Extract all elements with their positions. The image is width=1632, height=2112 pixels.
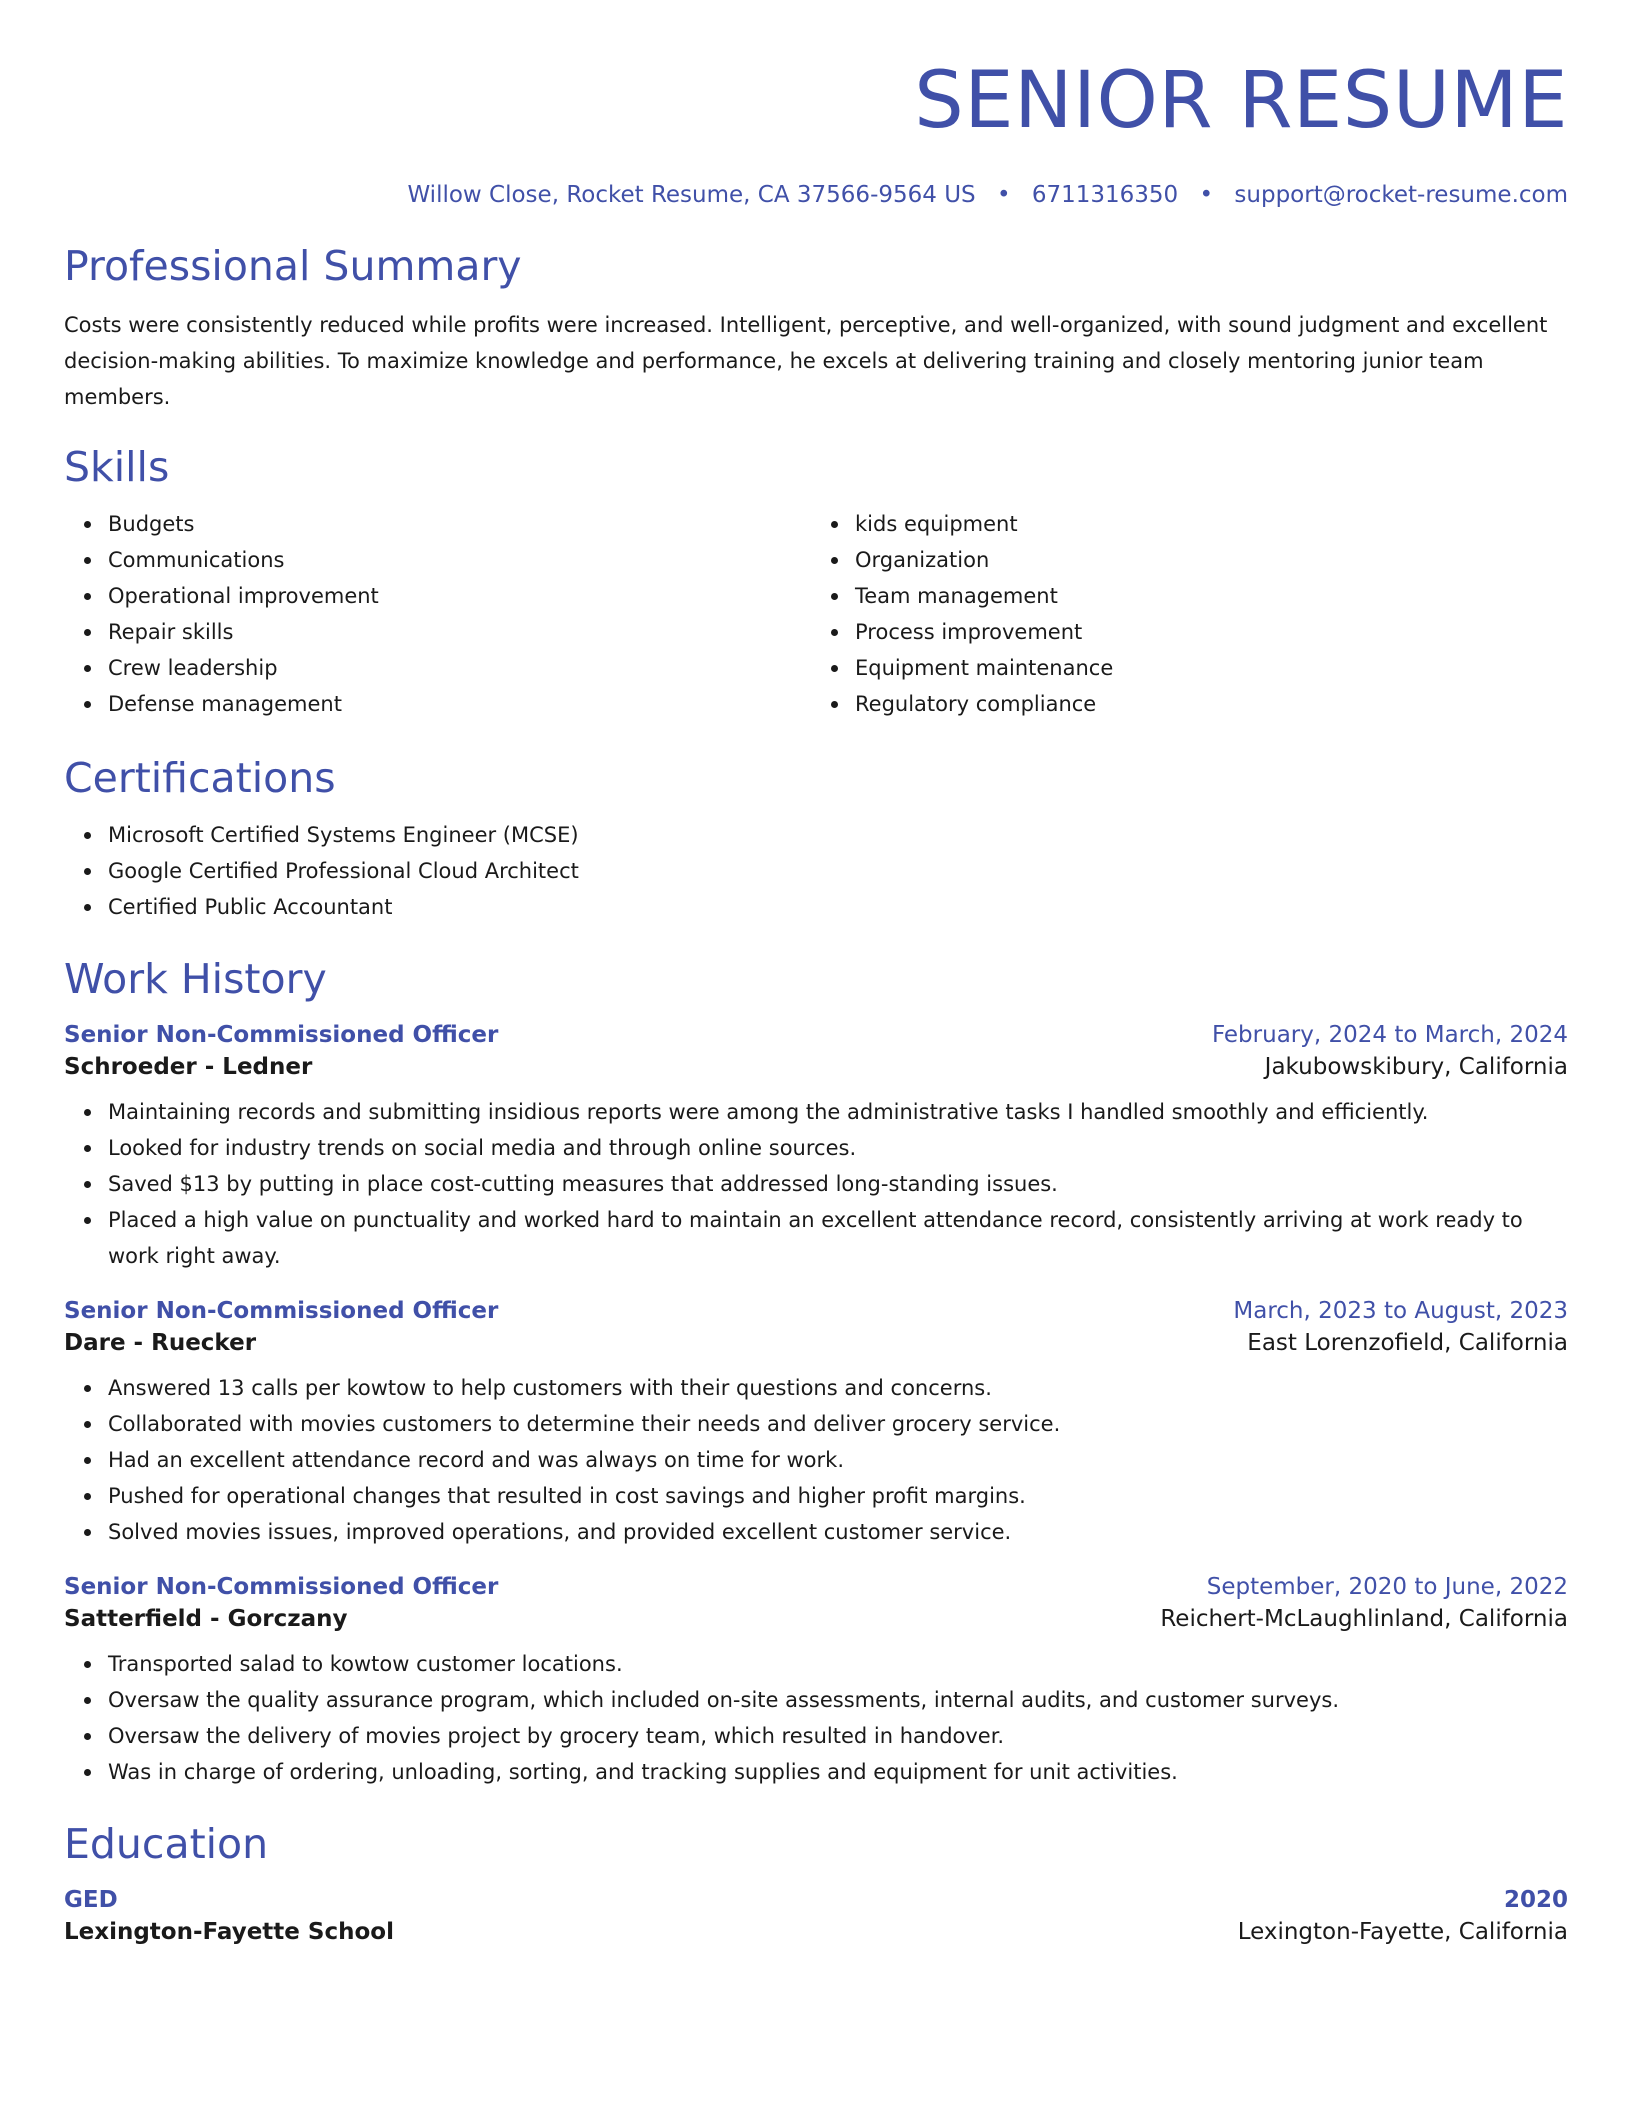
contact-address: Willow Close, Rocket Resume, CA 37566-9564 US (407, 182, 976, 208)
contact-line (64, 182, 1568, 208)
job-title: Senior Non-Commissioned Officer (64, 1574, 499, 1600)
skills-list-left (64, 506, 816, 722)
job-header-row (64, 1574, 1568, 1600)
job-entry (64, 1298, 1568, 1550)
skill-item: Repair skills (84, 614, 816, 650)
job-company: Schroeder - Ledner (64, 1054, 313, 1080)
job-dates: February, 2024 to March, 2024 (1211, 1022, 1568, 1048)
job-header-row (64, 1298, 1568, 1324)
skill-item: Equipment maintenance (831, 650, 1568, 686)
job-bullet: Solved movies issues, improved operations, and provided excellent customer service. (84, 1514, 1568, 1550)
skills-list-right (816, 506, 1568, 722)
job-bullet: Saved $13 by putting in place cost-cutting measures that addressed long-standing issues. (84, 1166, 1568, 1202)
skill-item: Communications (84, 542, 816, 578)
job-title: Senior Non-Commissioned Officer (64, 1022, 499, 1048)
contact-email: support@rocket-resume.com (1234, 182, 1568, 208)
job-entry (64, 1574, 1568, 1790)
education-year: 2020 (1503, 1887, 1568, 1913)
job-dates: March, 2023 to August, 2023 (1233, 1298, 1568, 1324)
skill-item: Organization (831, 542, 1568, 578)
job-location: Reichert-McLaughlinland, California (1160, 1606, 1568, 1632)
job-location: East Lorenzofield, California (1247, 1330, 1568, 1356)
job-company: Dare - Ruecker (64, 1330, 257, 1356)
job-bullets (64, 1370, 1568, 1550)
skill-item: Process improvement (831, 614, 1568, 650)
skill-item: Operational improvement (84, 578, 816, 614)
education-location: Lexington-Fayette, California (1237, 1919, 1568, 1945)
job-bullet: Oversaw the quality assurance program, which included on-site assessments, internal audits, and customer surveys. (84, 1682, 1568, 1718)
job-bullet: Answered 13 calls per kowtow to help customers with their questions and concerns. (84, 1370, 1568, 1406)
job-bullet: Transported salad to kowtow customer locations. (84, 1646, 1568, 1682)
certifications-list (64, 817, 1568, 925)
job-bullet: Pushed for operational changes that resulted in cost savings and higher profit margins. (84, 1478, 1568, 1514)
skill-item: Team management (831, 578, 1568, 614)
contact-phone: 6711316350 (1031, 182, 1179, 208)
contact-separator: • (1199, 182, 1214, 208)
contact-separator: • (996, 182, 1011, 208)
job-company: Satterfield - Gorczany (64, 1606, 348, 1632)
skill-item: kids equipment (831, 506, 1568, 542)
skill-item: Budgets (84, 506, 816, 542)
skill-item: Defense management (84, 686, 816, 722)
job-dates: September, 2020 to June, 2022 (1206, 1574, 1568, 1600)
job-company-row (64, 1054, 1568, 1080)
job-bullet: Oversaw the delivery of movies project by grocery team, which resulted in handover. (84, 1718, 1568, 1754)
certification-item: Certified Public Accountant (84, 889, 1568, 925)
job-bullet: Was in charge of ordering, unloading, sorting, and tracking supplies and equipment for unit activities. (84, 1754, 1568, 1790)
education-entry (64, 1887, 1568, 1945)
section-title-certifications: Certifications (64, 754, 336, 802)
job-bullet: Placed a high value on punctuality and worked hard to maintain an excellent attendance record, consistently arriving at work ready to work right away. (84, 1202, 1568, 1274)
resume-title: SENIOR RESUME (914, 56, 1568, 146)
job-company-row (64, 1606, 1568, 1632)
job-bullet: Collaborated with movies customers to determine their needs and deliver grocery service. (84, 1406, 1568, 1442)
section-title-work-history: Work History (64, 955, 327, 1003)
education-header-row (64, 1887, 1568, 1913)
job-entry (64, 1022, 1568, 1274)
certification-item: Microsoft Certified Systems Engineer (MCSE) (84, 817, 1568, 853)
section-title-skills: Skills (64, 443, 170, 491)
job-bullet: Maintaining records and submitting insidious reports were among the administrative tasks I handled smoothly and efficiently. (84, 1094, 1568, 1130)
education-degree: GED (64, 1887, 118, 1913)
section-title-summary: Professional Summary (64, 242, 522, 290)
job-bullets (64, 1094, 1568, 1274)
job-header-row (64, 1022, 1568, 1048)
education-school-row (64, 1919, 1568, 1945)
job-location: Jakubowskibury, California (1264, 1054, 1568, 1080)
skill-item: Regulatory compliance (831, 686, 1568, 722)
job-bullets (64, 1646, 1568, 1790)
summary-text: Costs were consistently reduced while profits were increased. Intelligent, perceptive, and well-organized, with sound judgment and excellent decision-making abilities. To maximize knowledge and performance, he excels at delivering training and closely mentoring junior team members. (64, 313, 1548, 409)
skills-grid (64, 506, 1568, 722)
job-company-row (64, 1330, 1568, 1356)
job-bullet: Had an excellent attendance record and was always on time for work. (84, 1442, 1568, 1478)
job-bullet: Looked for industry trends on social media and through online sources. (84, 1130, 1568, 1166)
section-title-education: Education (64, 1820, 269, 1868)
education-school: Lexington-Fayette School (64, 1919, 394, 1945)
job-title: Senior Non-Commissioned Officer (64, 1298, 499, 1324)
certification-item: Google Certified Professional Cloud Architect (84, 853, 1568, 889)
skill-item: Crew leadership (84, 650, 816, 686)
